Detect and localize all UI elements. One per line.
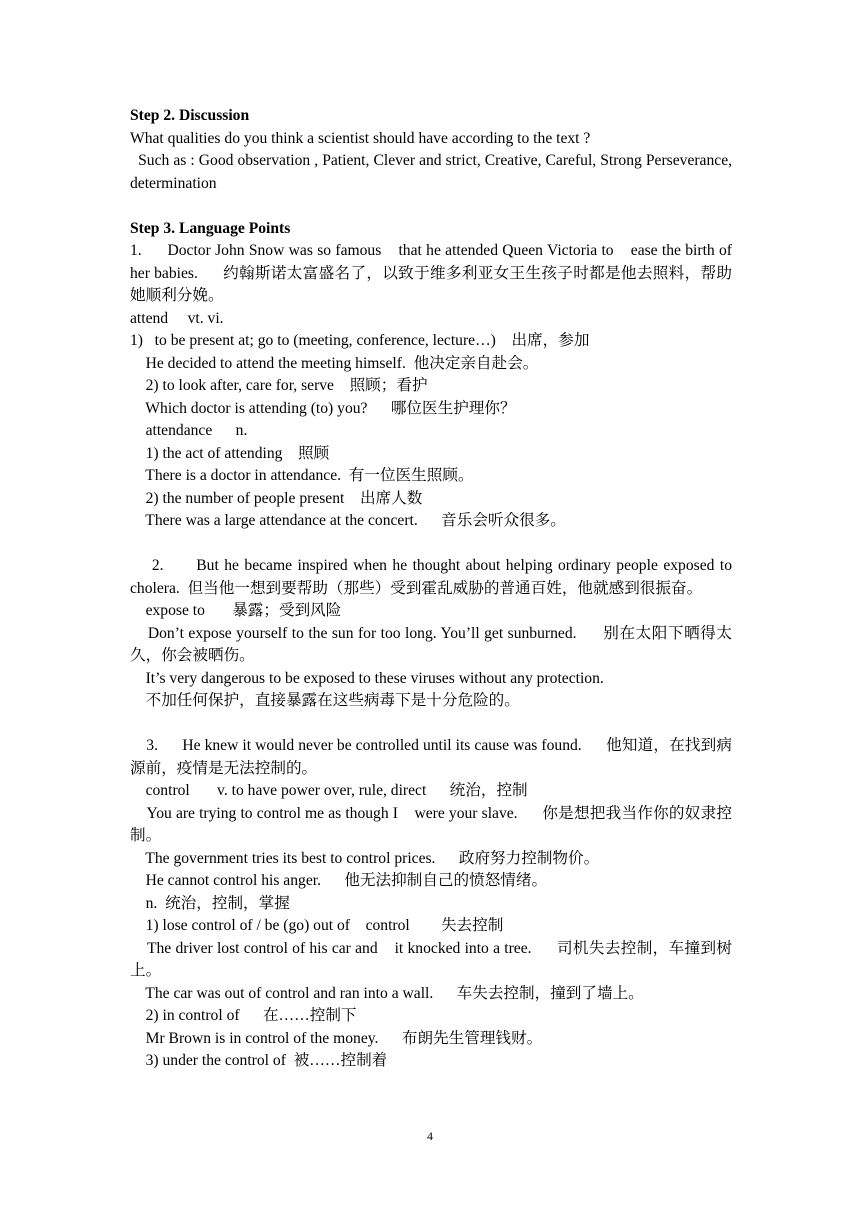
point1-line: 2) the number of people present 出席人数 [130,489,423,507]
point3-example: You are trying to control me as though I were your slave. 你是想把我当作你的奴隶控制。 [130,804,732,844]
point1-sentence: 1. Doctor John Snow was so famous that he attended Queen Victoria to ease the birth of her babies. 约翰斯诺太富盛名了，以致于维多利亚女王生孩子时都是他去照料，帮助她顺利分娩。 [130,242,736,304]
spacer [130,533,732,556]
point1-line: 2) to look after, care for, serve 照顾；看护 [130,377,428,394]
spacer [130,713,732,736]
point1-line: 1) to be present at; go to (meeting, conference, lecture…) 出席，参加 [130,332,590,349]
point3-line: 2) in control of 在……控制下 [130,1007,357,1024]
point1-line: There is a doctor in attendance. 有一位医生照顾。 [130,467,474,484]
step2-question: What qualities do you think a scientist should have according to the text ? [130,129,591,147]
step2-heading: Step 2. Discussion [130,107,250,124]
point3-word: control v. to have power over, rule, direct 统治，控制 [130,782,528,799]
point3-line: The government tries its best to control prices. 政府努力控制物价。 [130,849,600,867]
point2-phrase: expose to 暴露；受到风险 [130,602,342,619]
spacer [130,195,732,218]
point3-line: n. 统治，控制，掌握 [130,894,290,912]
point2-sentence: 2. But he became inspired when he thought about helping ordinary people exposed to cholera. 但当他一想到要帮助（那些）受到霍乱威胁的普通百姓，他就感到很振奋。 [130,557,736,597]
point1-word: attend vt. vi. [130,309,224,327]
point3-example: The driver lost control of his car and it knocked into a tree. 司机失去控制，车撞到树上。 [130,939,732,979]
point3-line: He cannot control his anger. 他无法抑制自己的愤怒情绪。 [130,872,548,889]
point3-line: Mr Brown is in control of the money. 布朗先生管理钱财。 [130,1029,543,1047]
point2-example: Don’t expose yourself to the sun for too long. You’ll get sunburned. 别在太阳下晒得太久，你会被晒伤。 [130,624,732,664]
point2-example-en: It’s very dangerous to be exposed to these viruses without any protection. [130,669,604,687]
point3-sentence: 3. He knew it would never be controlled until its cause was found. 他知道，在找到病源前，疫情是无法控制的。 [130,737,732,777]
step3-heading: Step 3. Language Points [130,219,291,237]
page-number: 4 [427,1129,433,1143]
point3-line: 1) lose control of / be (go) out of control 失去控制 [130,917,504,934]
point1-line: attendance n. [130,422,248,439]
document-body [130,105,736,1073]
point3-line: 3) under the control of 被……控制着 [130,1052,388,1069]
point2-example-zh: 不加任何保护，直接暴露在这些病毒下是十分危险的。 [130,692,520,709]
point1-line: Which doctor is attending (to) you? 哪位医生护理你？ [130,399,516,417]
point1-line: There was a large attendance at the concert. 音乐会听众很多。 [130,512,566,529]
point1-line: 1) the act of attending 照顾 [130,444,330,462]
point3-line: The car was out of control and ran into a wall. 车失去控制，撞到了墙上。 [130,984,644,1002]
step2-answer: Such as : Good observation , Patient, Clever and strict, Creative, Careful, Strong Perseverance, determination [130,152,736,192]
point1-line: He decided to attend the meeting himself. 他决定亲自赴会。 [130,354,539,372]
